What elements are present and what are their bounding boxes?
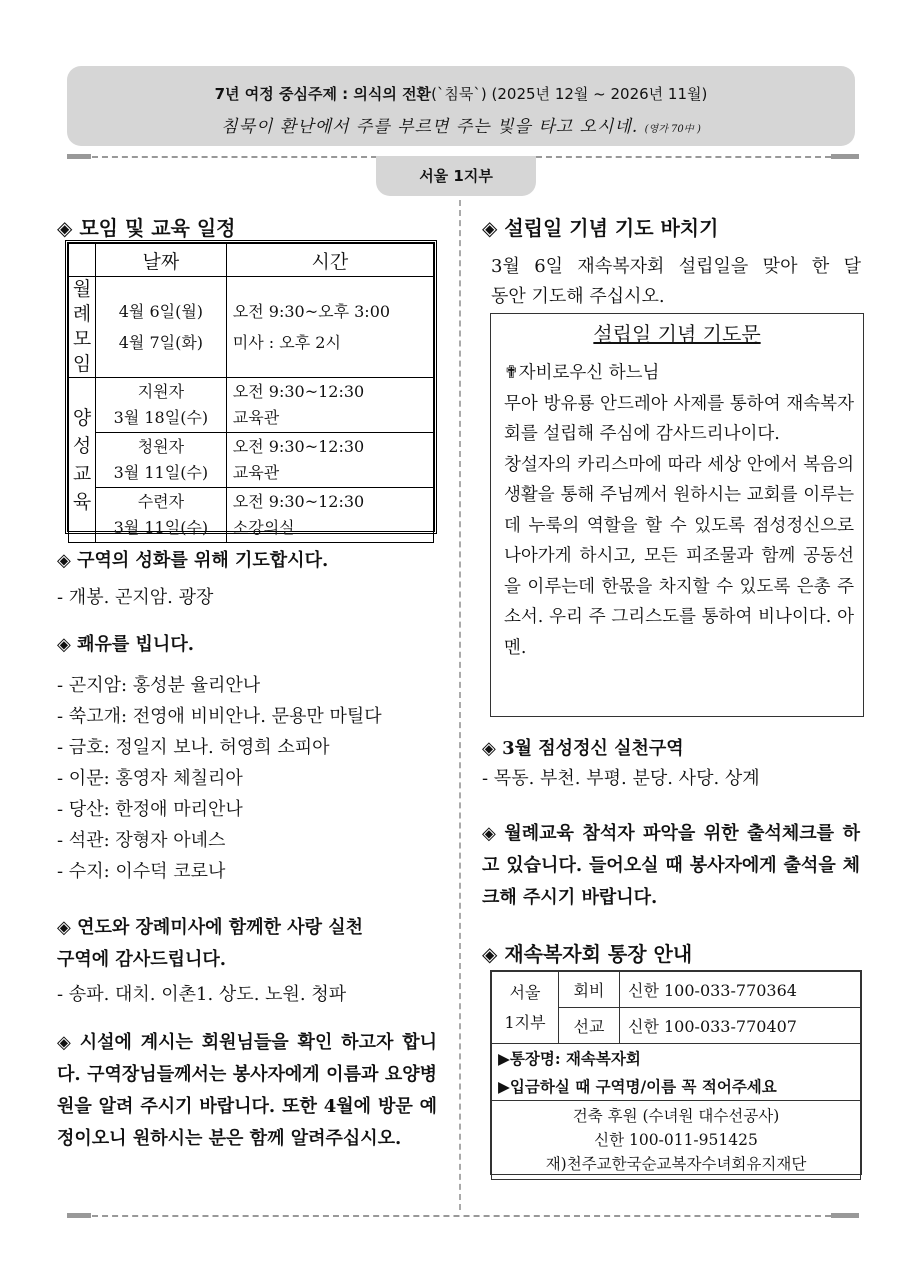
training-label: 양 성 교 육 [69,378,96,543]
list-item: - 수지: 이수덕 코로나 [57,861,226,882]
training-row-time: 오전 9:30~12:30 교육관 [226,378,433,433]
attendance-notice: ◈ 월례교육 참석자 파악을 위한 출석체크를 하고 있습니다. 들어오실 때 봉사자에게 출석을 체크해 주시기 바랍니다. [482,823,860,908]
list-item: - 석관: 장형자 아녜스 [57,830,226,851]
schedule-col-time: 시간 [226,244,433,277]
header-banner [67,66,855,146]
account-table [490,970,862,1175]
theme-line [67,83,855,104]
schedule-heading: ◈ 모임 및 교육 일정 [57,216,236,240]
divider-top-left [92,156,377,158]
thanks-heading: ◈ 연도와 장례미사에 함께한 사랑 실천 구역에 감사드립니다. [57,917,363,970]
prayer-title: 설립일 기념 기도문 [593,322,761,346]
list-item: - 쑥고개: 전영애 비비안나. 문용만 마틸다 [57,706,382,727]
motto: 침묵이 환난에서 주를 부르면 주는 빛을 타고 오시네. [221,117,639,137]
facility-notice: ◈ 시설에 계시는 회원님들을 확인 하고자 합니다. 구역장님들께서는 봉사자에게 이름과 요양병원을 알려 주시기 바랍니다. 또한 4월에 방문 예정이오니 원하시는 분은 함께 알려주십시오. [57,1032,437,1149]
training-row-time: 오전 9:30~12:30 교육관 [226,433,433,488]
training-row-date: 수련자 3월 11일(수) [96,488,227,543]
monthly-times: 오전 9:30~오후 3:00 미사 : 오후 2시 [226,277,433,378]
divider-cap-left [67,154,91,159]
monthly-label: 월 례 모 임 [69,277,96,378]
training-row-time: 오전 9:30~12:30 소강의실 [226,488,433,543]
theme-label: 7년 여정 중심주제 : 의식의 전환 [214,85,432,103]
column-divider [459,200,461,1210]
divider-top-right [536,156,831,158]
list-item: - 이문: 홍영자 체칠리아 [57,768,243,789]
practice-heading: ◈ 3월 점성정신 실천구역 [482,738,684,759]
monthly-dates: 4월 6일(월) 4월 7일(화) [96,277,227,378]
account-heading: ◈ 재속복자회 통장 안내 [482,942,693,966]
motto-line [67,112,855,137]
prayer-box [490,313,864,717]
schedule-corner [69,244,96,277]
founding-heading: ◈ 설립일 기념 기도 바치기 [482,216,719,240]
mission-label: 선교 [559,1008,620,1044]
divider-bottom-cap-right [831,1213,859,1218]
practice-list: - 목동. 부천. 부평. 분당. 사당. 상계 [482,768,760,789]
fee-account: 신한 100-033-770364 [620,972,861,1008]
heal-list [57,670,382,887]
deposit-note: ▶입금하실 때 구역명/이름 꼭 적어주세요 [492,1072,861,1101]
founding-text: 3월 6일 재속복자회 설립일을 맞아 한 달 동안 기도해 주십시오. [491,256,861,307]
motto-ref: (영가 70中 ) [644,124,701,135]
list-item: - 당산: 한정애 마리안나 [57,799,243,820]
list-item: - 곤지암: 홍성분 율리안나 [57,675,261,696]
pray-list: - 개봉. 곤지암. 광장 [57,587,214,608]
divider-bottom [92,1215,831,1217]
support-info: 건축 후원 (수녀원 대수선공사) 신한 100-011-951425 재)천주교한국순교복자수녀회유지재단 [492,1101,861,1180]
account-branch: 서울 1지부 [492,972,559,1044]
schedule-table [65,240,437,537]
branch-tab: 서울 1지부 [376,156,536,196]
pray-heading: ◈ 구역의 성화를 위해 기도합시다. [57,550,329,571]
account-name-note: ▶통장명: 재속복자회 [492,1044,861,1073]
divider-bottom-cap-left [67,1213,91,1218]
divider-cap-right [831,154,859,159]
theme-period: (2025년 12월 ~ 2026년 11월) [491,85,708,103]
heal-heading: ◈ 쾌유를 빕니다. [57,634,194,655]
theme-keyword: (`침묵`) [431,85,487,103]
thanks-list: - 송파. 대치. 이촌1. 상도. 노원. 청파 [57,984,347,1005]
fee-label: 회비 [559,972,620,1008]
training-row-date: 지원자 3월 18일(수) [96,378,227,433]
mission-account: 신한 100-033-770407 [620,1008,861,1044]
prayer-body: ✟자비로우신 하느님 무아 방유룡 안드레아 사제를 통하여 재속복자회를 설립해 주심에 감사드리나이다. 창설자의 카리스마에 따라 세상 안에서 복음의 생활을 통해 주님께서 원하시는 교회를 이루는 데 누룩의 역할을 할 수 있도록 점성정신으로 나아가게 하시고, 모든 피조물과 함께 공동선을 이루는데 한몫을 차지할 수 있도록 은총 주소서. 우리 주 그리스도를 통하여 비나이다. 아멘. [504,363,854,658]
training-row-date: 청원자 3월 11일(수) [96,433,227,488]
list-item: - 금호: 정일지 보나. 허영희 소피아 [57,737,330,758]
schedule-col-date: 날짜 [96,244,227,277]
